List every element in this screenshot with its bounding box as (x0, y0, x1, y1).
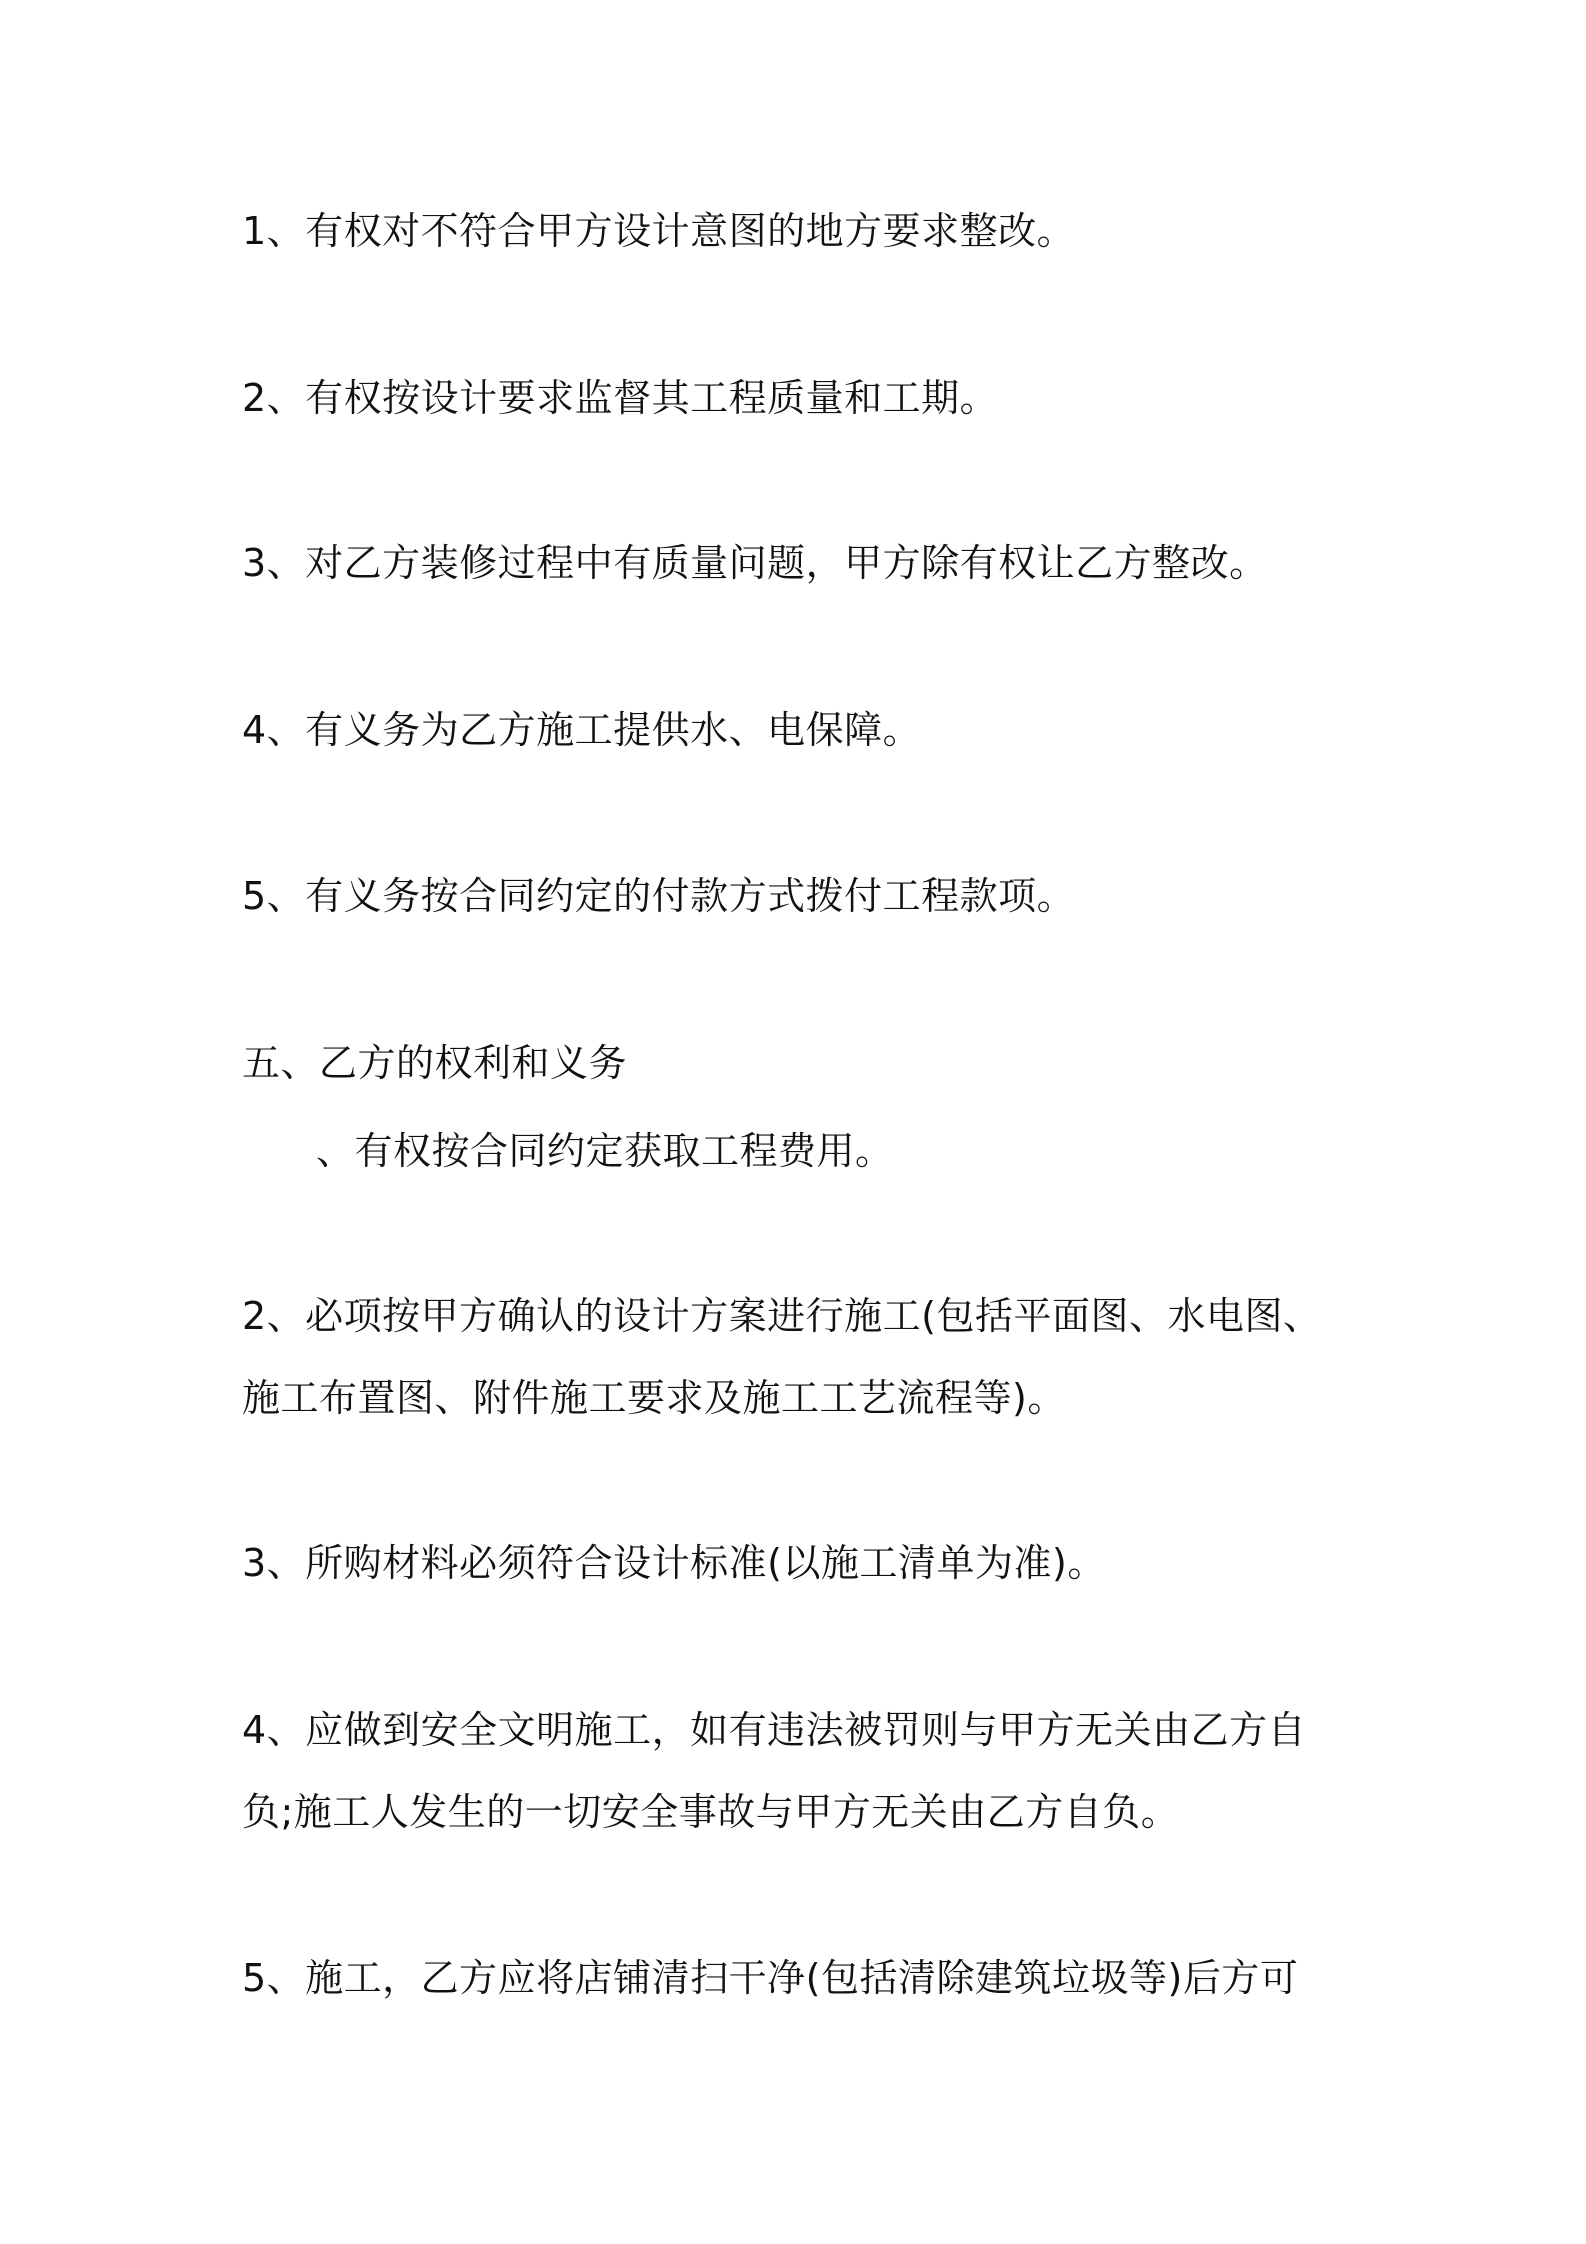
party-b-item-2-line-2: 施工布置图、附件施工要求及施工工艺流程等)。 (242, 1376, 1066, 1420)
party-a-duty-5: 5、有义务按合同约定的付款方式拨付工程款项。 (242, 874, 1076, 918)
party-b-item-4-line-1: 4、应做到安全文明施工，如有违法被罚则与甲方无关由乙方自 (242, 1708, 1307, 1752)
party-b-item-4-line-2: 负;施工人发生的一切安全事故与甲方无关由乙方自负。 (242, 1790, 1180, 1834)
party-a-right-3: 3、对乙方装修过程中有质量问题，甲方除有权让乙方整改。 (242, 541, 1268, 585)
party-b-item-5: 5、施工，乙方应将店铺清扫干净(包括清除建筑垃圾等)后方可 (242, 1956, 1299, 2000)
party-a-duty-4: 4、有义务为乙方施工提供水、电保障。 (242, 708, 922, 752)
party-a-right-2: 2、有权按设计要求监督其工程质量和工期。 (242, 376, 999, 420)
party-a-right-1: 1、有权对不符合甲方设计意图的地方要求整改。 (242, 209, 1076, 253)
party-b-item-2-line-1: 2、必项按甲方确认的设计方案进行施工(包括平面图、水电图、 (242, 1294, 1322, 1338)
party-b-item-1: 、有权按合同约定获取工程费用。 (316, 1129, 894, 1173)
party-b-item-3: 3、所购材料必须符合设计标准(以施工清单为准)。 (242, 1541, 1106, 1585)
section-heading-party-b: 五、乙方的权利和义务 (242, 1041, 628, 1085)
